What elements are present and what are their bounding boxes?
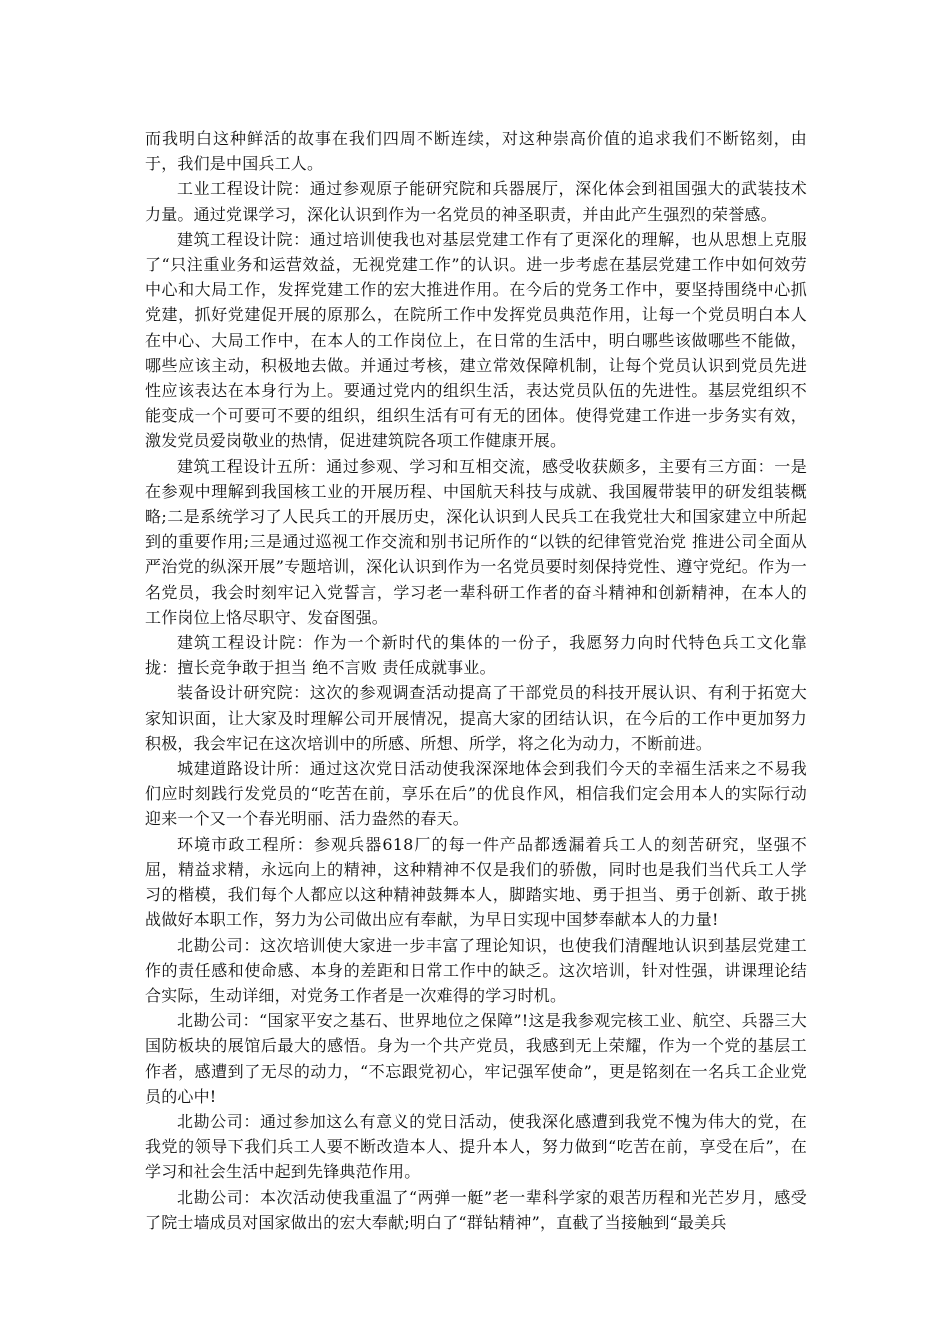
paragraph-2: 工业工程设计院：通过参观原子能研究院和兵器展厅，深化体会到祖国强大的武装技术力量。通过党课学习，深化认识到作为一名党员的神圣职责，并由此产生强烈的荣誉感。 [145, 179, 807, 224]
paragraph-6: 装备设计研究院：这次的参观调查活动提高了干部党员的科技开展认识、有利于拓宽大家知识面，让大家及时理解公司开展情况，提高大家的团结认识，在今后的工作中更加努力积极，我会牢记在这次培训中的所感、所想、所学，将之化为动力，不断前进。 [145, 683, 807, 753]
document-body [145, 126, 807, 1235]
paragraph-4: 建筑工程设计五所：通过参观、学习和互相交流，感受收获颇多，主要有三方面：一是在参观中理解到我国核工业的开展历程、中国航天科技与成就、我国履带装甲的研发组装概略;二是系统学习了人民兵工的开展历史，深化认识到人民兵工在我党壮大和国家建立中所起到的重要作用;三是通过巡视工作交流和别书记所作的“以铁的纪律管党治党 推进公司全面从严治党的纵深开展”专题培训，深化认识到作为一名党员要时刻保持党性、遵守党纪。作为一名党员，我会时刻牢记入党誓言，学习老一辈科研工作者的奋斗精神和创新精神，在本人的工作岗位上恪尽职守、发奋图强。 [145, 456, 807, 627]
paragraph-11: 北勘公司：通过参加这么有意义的党日活动，使我深化感遭到我党不愧为伟大的党，在我党的领导下我们兵工人要不断改造本人、提升本人，努力做到“吃苦在前，享受在后”，在学习和社会生活中起到先锋典范作用。 [145, 1111, 807, 1182]
paragraph-9: 北勘公司：这次培训使大家进一步丰富了理论知识，也使我们清醒地认识到基层党建工作的责任感和使命感、本身的差距和日常工作中的缺乏。这次培训，针对性强，讲课理论结合实际，生动详细，对党务工作者是一次难得的学习时机。 [145, 935, 807, 1005]
paragraph-10: 北勘公司：“国家平安之基石、世界地位之保障”!这是我参观完核工业、航空、兵器三大国防板块的展馆后最大的感悟。身为一个共产党员，我感到无上荣耀，作为一个党的基层工作者，感遭到了无尽的动力，“不忘跟党初心，牢记强军使命”，更是铭刻在一名兵工企业党员的心中! [145, 1011, 807, 1106]
paragraph-8: 环境市政工程所：参观兵器618厂的每一件产品都透漏着兵工人的刻苦研究，坚强不屈，精益求精，永远向上的精神，这种精神不仅是我们的骄傲，同时也是我们当代兵工人学习的楷模，我们每个人都应以这种精神鼓舞本人，脚踏实地、勇于担当、勇于创新、敢于挑战做好本职工作，努力为公司做出应有奉献，为早日实现中国梦奉献本人的力量! [145, 834, 807, 930]
paragraph-7: 城建道路设计所：通过这次党日活动使我深深地体会到我们今天的幸福生活来之不易我们应时刻践行发党员的“吃苦在前，享乐在后”的优良作风，相信我们定会用本人的实际行动迎来一个又一个春光明丽、活力盎然的春天。 [145, 759, 807, 829]
paragraph-3: 建筑工程设计院：通过培训使我也对基层党建工作有了更深化的理解，也从思想上克服了“只注重业务和运营效益，无视党建工作”的认识。进一步考虑在基层党建工作中如何效劳中心和大局工作，发挥党建工作的宏大推进作用。在今后的党务工作中，要坚持围绕中心抓党建，抓好党建促开展的原那么，在院所工作中发挥党员典范作用，让每一个党员明白本人在中心、大局工作中，在本人的工作岗位上，在日常的生活中，明白哪些该做哪些不能做，哪些应该主动，积极地去做。并通过考核，建立常效保障机制，让每个党员认识到党员先进性应该表达在本身行为上。要通过党内的组织生活，表达党员队伍的先进性。基层党组织不能变成一个可要可不要的组织，组织生活有可有无的团体。使得党建工作进一步务实有效，激发党员爱岗敬业的热情，促进建筑院各项工作健康开展。 [145, 229, 807, 451]
paragraph-1: 而我明白这种鲜活的故事在我们四周不断连续，对这种崇高价值的追求我们不断铭刻，由于，我们是中国兵工人。 [145, 129, 807, 174]
paragraph-5: 建筑工程设计院：作为一个新时代的集体的一份子，我愿努力向时代特色兵工文化靠拢：擅长竞争敢于担当 绝不言败 责任成就事业。 [145, 633, 807, 678]
paragraph-12: 北勘公司：本次活动使我重温了“两弹一艇”老一辈科学家的艰苦历程和光芒岁月，感受了院士墙成员对国家做出的宏大奉献;明白了“群钻精神”，直截了当接触到“最美兵 [145, 1187, 807, 1232]
